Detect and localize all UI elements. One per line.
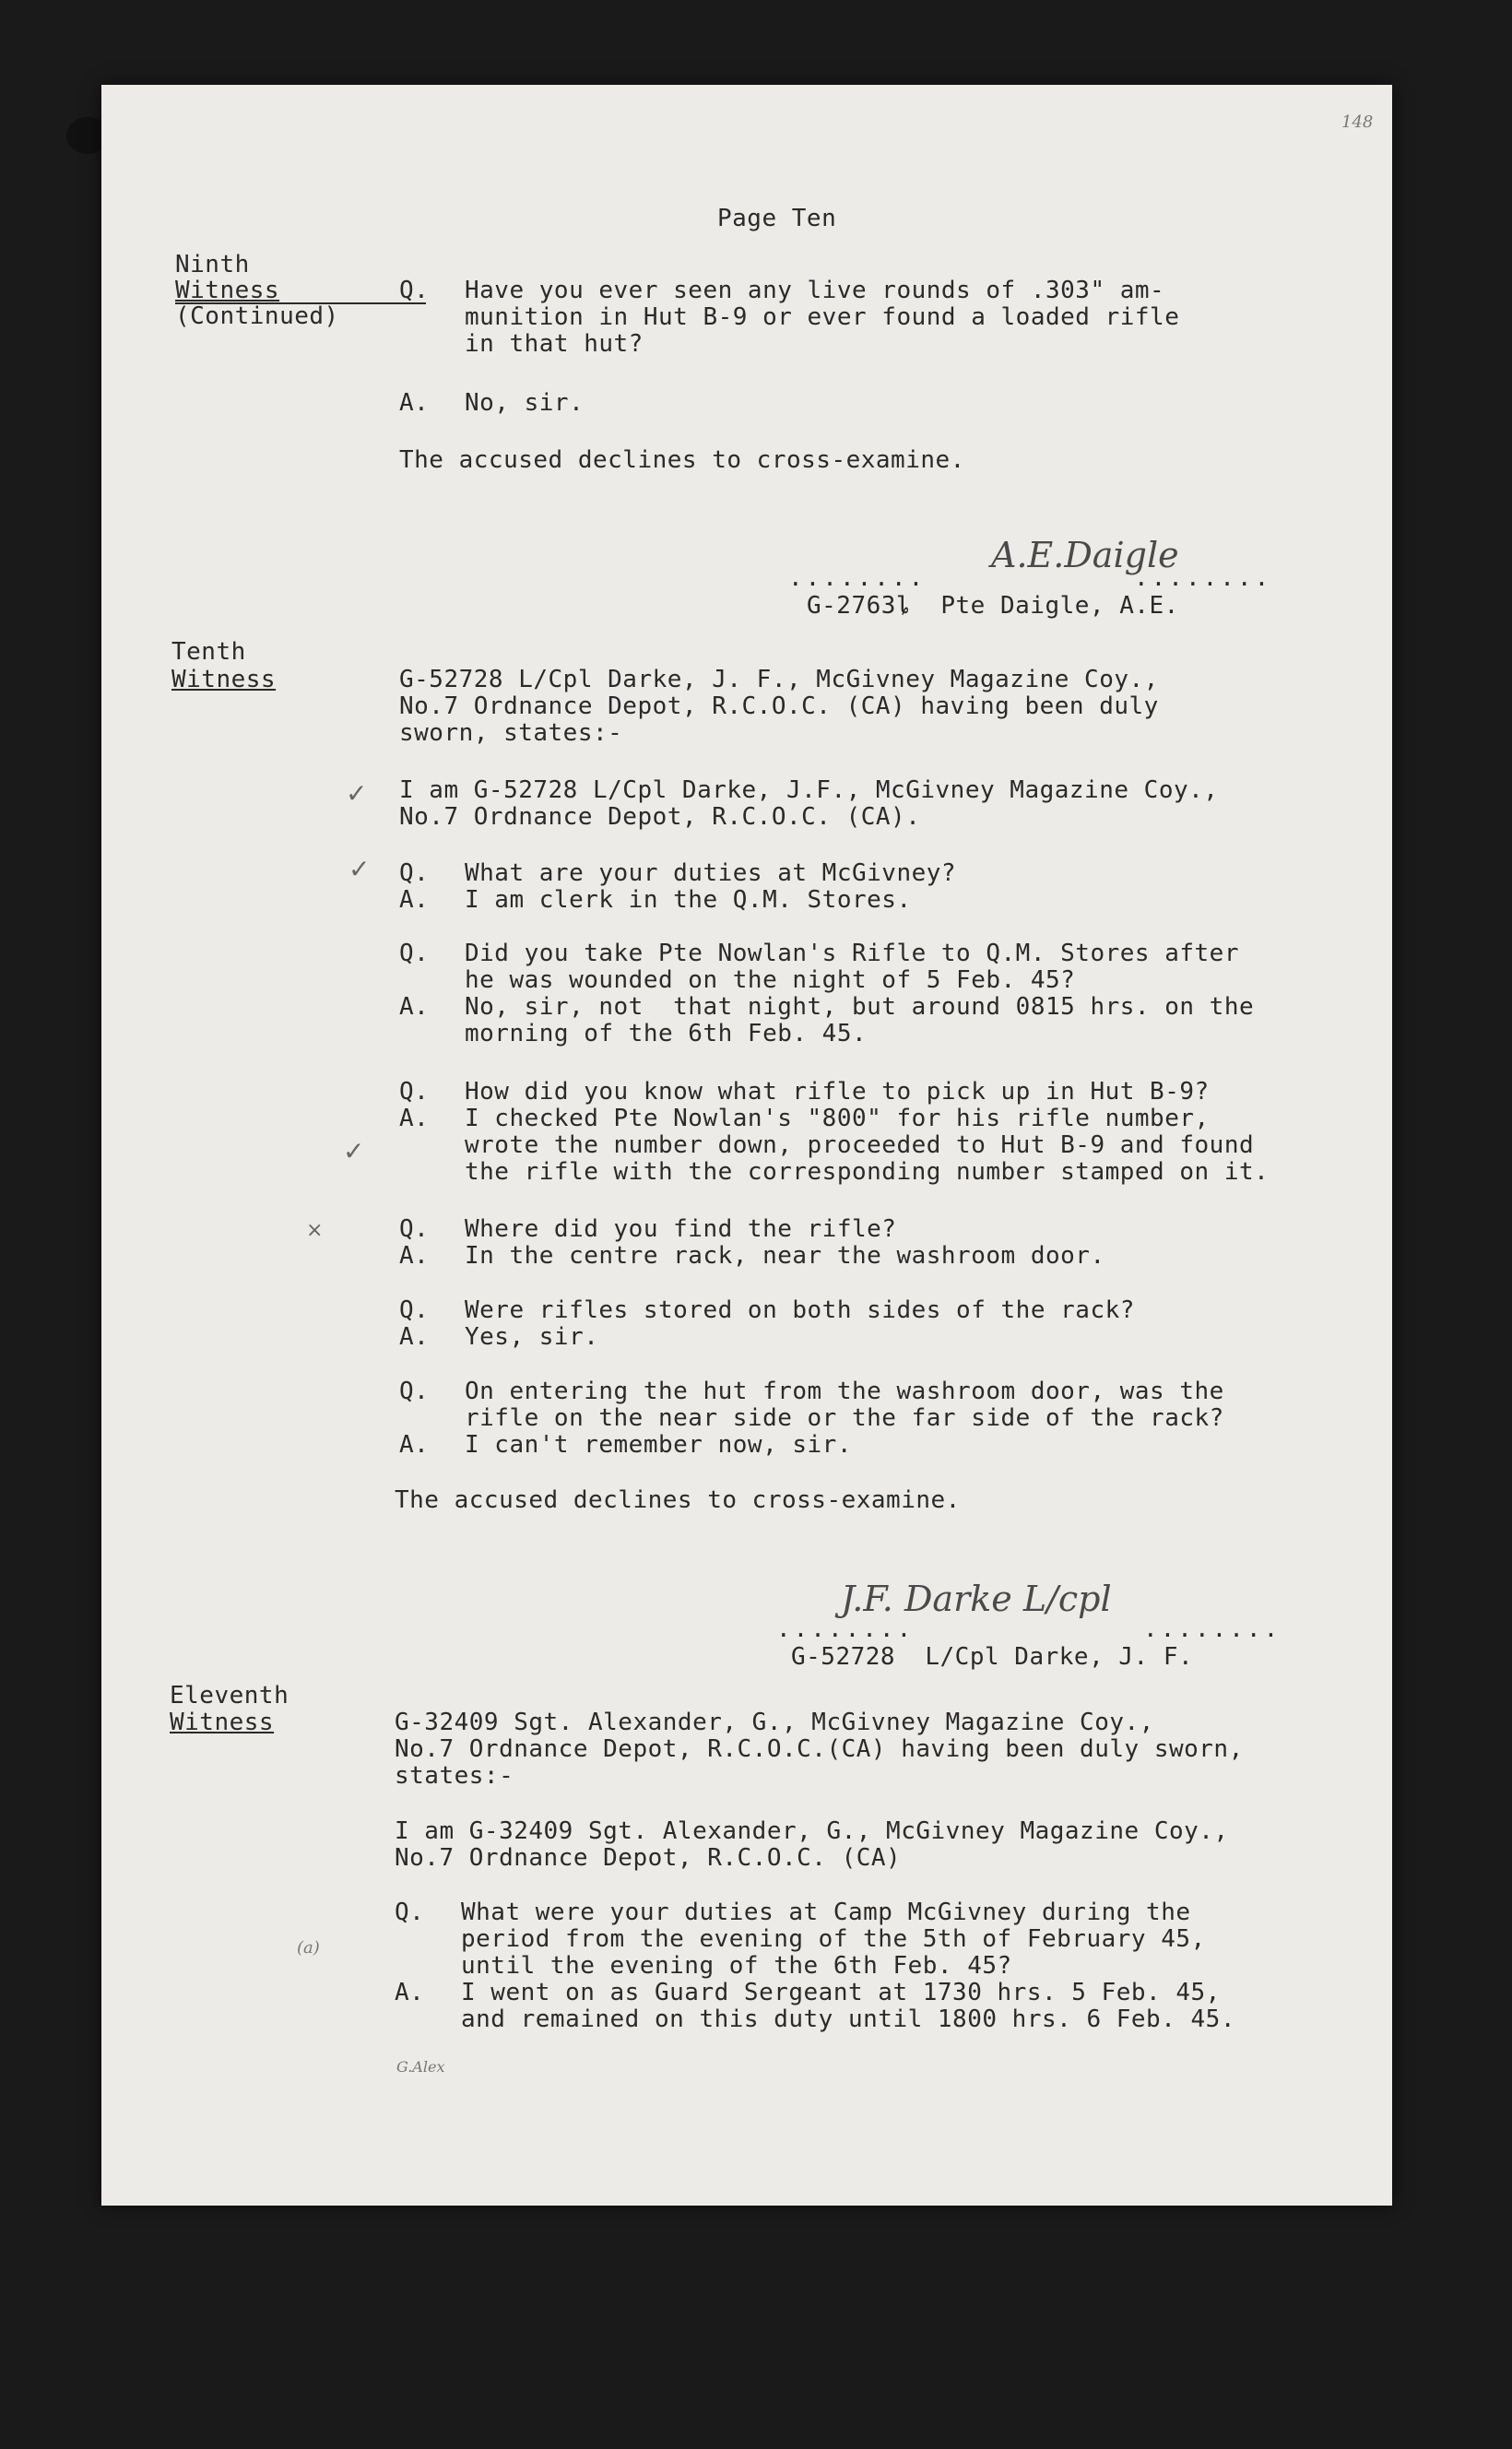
eleventh-iam-2: No.7 Ordnance Depot, R.C.O.C. (CA) <box>395 1844 902 1872</box>
page-title: Page Ten <box>717 205 837 232</box>
tenth-q5: Were rifles stored on both sides of the rack? <box>465 1296 1135 1324</box>
tenth-a3-line-3: the rifle with the corresponding number stamped on it. <box>465 1158 1270 1186</box>
eleventh-q-line-2: period from the evening of the 5th of February 45, <box>461 1925 1206 1953</box>
ninth-signature: A.E.Daigle <box>991 535 1179 575</box>
tenth-a2-marker: A. <box>399 993 430 1021</box>
eleventh-a-line-2: and remained on this duty until 1800 hrs. 6 Feb. 45. <box>461 2005 1235 2033</box>
tenth-a5: Yes, sir. <box>465 1323 599 1351</box>
tenth-a1-marker: A. <box>399 886 430 914</box>
tenth-declines: The accused declines to cross-examine. <box>395 1486 961 1514</box>
tenth-a3-marker: A. <box>399 1105 430 1132</box>
margin-cross: × <box>306 1219 324 1242</box>
tenth-q4-marker: Q. <box>399 1215 430 1243</box>
tenth-a3-line-1: I checked Pte Nowlan's "800" for his rifle number, <box>465 1105 1210 1132</box>
initials-mark: G.Alex <box>396 2058 445 2076</box>
tenth-a2-line-1: No, sir, not that night, but around 0815 hrs. on the <box>465 993 1255 1021</box>
tenth-q1-marker: Q. <box>399 859 430 887</box>
tenth-q3: How did you know what rifle to pick up in Hut B-9? <box>465 1078 1210 1106</box>
tenth-signature: J.F. Darke L/cpl <box>841 1579 1112 1619</box>
tenth-sig-dots: ........ <box>776 1615 915 1643</box>
ninth-a-marker: A. <box>399 389 430 417</box>
ninth-q-line-3: in that hut? <box>465 330 644 358</box>
eleventh-label-2: Witness <box>170 1709 275 1736</box>
tenth-q2-line-2: he was wounded on the night of 5 Feb. 45? <box>465 966 1076 994</box>
tenth-q1: What are your duties at McGivney? <box>465 859 957 887</box>
tenth-a1: I am clerk in the Q.M. Stores. <box>465 886 912 914</box>
tenth-a6-marker: A. <box>399 1431 430 1459</box>
eleventh-label-1: Eleventh <box>170 1682 289 1710</box>
tenth-iam-2: No.7 Ordnance Depot, R.C.O.C. (CA). <box>399 803 921 831</box>
tenth-q6-line-1: On entering the hut from the washroom door, was the <box>465 1378 1224 1405</box>
tenth-a4: In the centre rack, near the washroom door. <box>465 1242 1105 1270</box>
tenth-intro-3: sworn, states:- <box>399 719 623 747</box>
ninth-label-1: Ninth <box>175 251 250 278</box>
margin-check-1: ✓ <box>346 778 368 809</box>
document-page <box>101 85 1392 2206</box>
ninth-q-line-1: Have you ever seen any live rounds of .303" am- <box>465 277 1165 304</box>
eleventh-a-line-1: I went on as Guard Sergeant at 1730 hrs. 5 Feb. 45, <box>461 1979 1221 2006</box>
eleventh-intro-1: G-32409 Sgt. Alexander, G., McGivney Magazine Coy., <box>395 1709 1154 1736</box>
tenth-q2-marker: Q. <box>399 940 430 967</box>
ninth-label-2: Witness <box>175 277 280 304</box>
tenth-iam-1: I am G-52728 L/Cpl Darke, J.F., McGivney Magazine Coy., <box>399 776 1219 804</box>
eleventh-q-marker: Q. <box>395 1899 425 1926</box>
tenth-q5-marker: Q. <box>399 1296 430 1324</box>
margin-check-2: ✓ <box>348 854 371 884</box>
corner-mark: 148 <box>1341 112 1374 132</box>
ninth-q-line-2: munition in Hut B-9 or ever found a loaded rifle <box>465 303 1180 331</box>
ninth-label-3: (Continued) <box>175 302 339 330</box>
tenth-label-2: Witness <box>171 666 277 693</box>
ninth-sig-caption: G-2763ȴ Pte Daigle, A.E. <box>807 592 1179 620</box>
ninth-label-rule <box>175 302 426 304</box>
eleventh-intro-3: states:- <box>395 1762 514 1790</box>
tenth-q6-marker: Q. <box>399 1378 430 1405</box>
margin-note: (a) <box>297 1938 320 1958</box>
eleventh-q-line-3: until the evening of the 6th Feb. 45? <box>461 1952 1012 1980</box>
ninth-sig-dots: ........ <box>788 564 927 592</box>
tenth-q2-line-1: Did you take Pte Nowlan's Rifle to Q.M. Stores after <box>465 940 1239 967</box>
ninth-q-marker: Q. <box>399 277 430 304</box>
tenth-sig-dots-end: ........ <box>1143 1615 1282 1643</box>
eleventh-q-line-1: What were your duties at Camp McGivney during the <box>461 1899 1191 1926</box>
ninth-sig-dots-end: ........ <box>1134 564 1272 592</box>
tenth-a3-line-2: wrote the number down, proceeded to Hut B-9 and found <box>465 1131 1255 1159</box>
tenth-q4: Where did you find the rifle? <box>465 1215 897 1243</box>
tenth-a5-marker: A. <box>399 1323 430 1351</box>
eleventh-intro-2: No.7 Ordnance Depot, R.C.O.C.(CA) having been duly sworn, <box>395 1735 1244 1763</box>
margin-check-3: ✓ <box>343 1136 365 1166</box>
tenth-a4-marker: A. <box>399 1242 430 1270</box>
eleventh-a-marker: A. <box>395 1979 425 2006</box>
tenth-sig-caption: G-52728 L/Cpl Darke, J. F. <box>791 1643 1194 1671</box>
tenth-q6-line-2: rifle on the near side or the far side of the rack? <box>465 1404 1224 1432</box>
tenth-intro-1: G-52728 L/Cpl Darke, J. F., McGivney Magazine Coy., <box>399 666 1159 693</box>
tenth-intro-2: No.7 Ordnance Depot, R.C.O.C. (CA) having been duly <box>399 692 1159 720</box>
tenth-q3-marker: Q. <box>399 1078 430 1106</box>
tenth-label-1: Tenth <box>171 638 246 666</box>
ninth-a-text: No, sir. <box>465 389 585 417</box>
tenth-a2-line-2: morning of the 6th Feb. 45. <box>465 1020 868 1047</box>
tenth-a6: I can't remember now, sir. <box>465 1431 852 1459</box>
ninth-declines: The accused declines to cross-examine. <box>399 446 965 474</box>
eleventh-iam-1: I am G-32409 Sgt. Alexander, G., McGivney Magazine Coy., <box>395 1817 1229 1845</box>
